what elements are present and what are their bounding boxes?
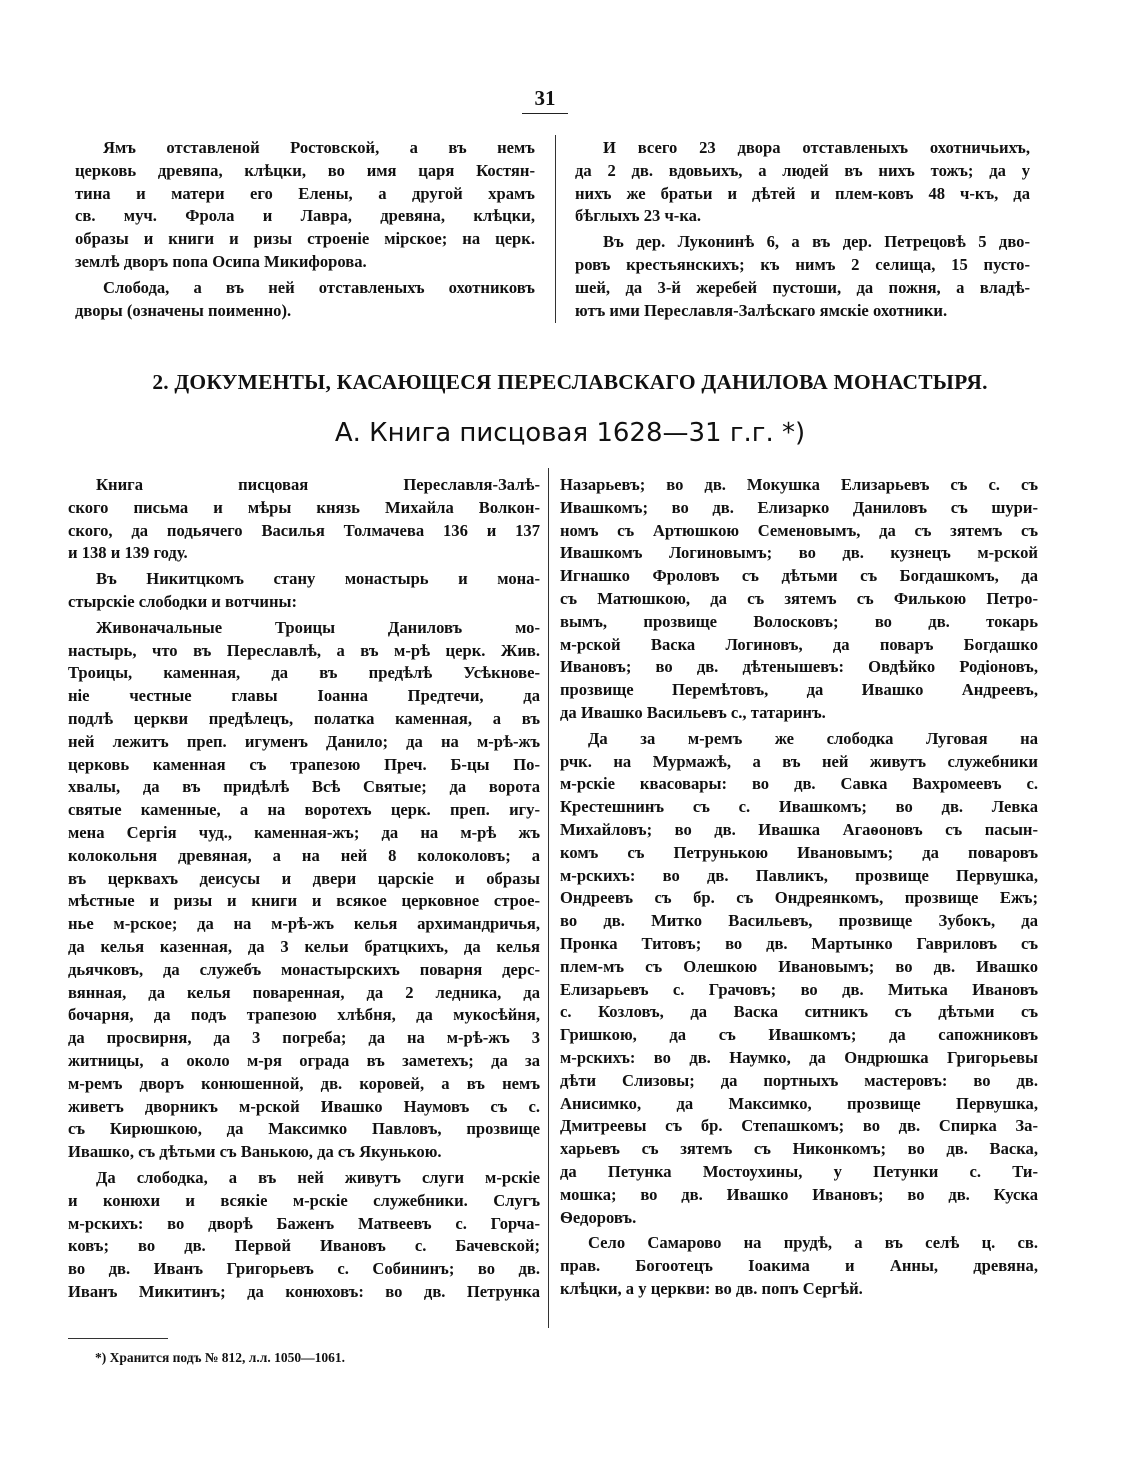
text-line: настырь, что въ Переславлѣ, а въ м-рѣ церк. Жив. bbox=[68, 640, 540, 660]
text-line: бочарня, да подъ трапезою хлѣбня, да мукосѣйня, bbox=[68, 1005, 540, 1025]
text-line: Ивановъ; во дв. дѣтенышевъ: Овдѣйко Родіоновъ, bbox=[560, 657, 1038, 677]
main-right-column bbox=[560, 474, 1038, 1304]
text-line: Анисимко, да Максимко, прозвище Первушка, bbox=[560, 1093, 1038, 1113]
paragraph bbox=[575, 137, 1030, 228]
text-line: Да за м-ремъ же слободка Луговая на bbox=[588, 728, 1038, 748]
document-subtitle: А. Книга писцовая 1628—31 г.г. *) bbox=[334, 418, 806, 448]
text-line: Ивашко, съ дѣтьми съ Ванькою, да съ Якунькою. bbox=[68, 1142, 442, 1162]
text-line: живетъ дворникъ м-рской Ивашко Наумовъ съ с. bbox=[68, 1096, 540, 1116]
text-line: клѣцки, а у церкви: во дв. попъ Сергѣй. bbox=[560, 1278, 863, 1298]
text-line: Живоначальные Троицы Даниловъ мо- bbox=[96, 617, 540, 637]
text-line: Ивашкомъ Логиновымъ; во дв. кузнецъ м-рской bbox=[560, 543, 1038, 563]
text-line: м-рскіе квасовары: во дв. Савка Вахромеевъ с. bbox=[560, 774, 1038, 794]
text-line: вымъ, прозвище Волосковъ; во дв. токарь bbox=[560, 611, 1038, 631]
text-line: ней лежитъ преп. игуменъ Данило; да на м-рѣ-жъ bbox=[68, 731, 540, 751]
text-line: колокольня древяная, а на ней 8 колоколовъ; а bbox=[68, 845, 540, 865]
text-line: м-рской Васка Логиновъ, да поваръ Богдашко bbox=[560, 634, 1038, 654]
text-line: ского, да подьячего Василья Толмачева 136 и 137 bbox=[68, 520, 540, 540]
text-line: и конюхи и всякіе м-рскіе служебники. Слугъ bbox=[68, 1190, 540, 1210]
text-line: Назарьевъ; во дв. Мокушка Елизарьевъ съ с. съ bbox=[560, 475, 1038, 494]
text-line: мена Сергія чуд., каменная-жъ; да на м-рѣ жъ bbox=[68, 822, 540, 842]
text-line: хвалы, да въ придѣлѣ Всѣ Святые; да ворота bbox=[68, 777, 540, 797]
text-line: рчк. на Мурмажѣ, а въ ней живутъ служебники bbox=[560, 751, 1038, 771]
paragraph bbox=[75, 137, 535, 274]
text-line: Книга писцовая Переславля-Залѣ- bbox=[96, 475, 540, 494]
text-line: да Ивашко Васильевъ с., татаринъ. bbox=[560, 702, 826, 722]
top-column-divider bbox=[555, 135, 556, 323]
text-line: св. муч. Фрола и Лавра, древяна, клѣцки, bbox=[75, 206, 535, 226]
text-line: прозвище Перемѣтовъ, да Ивашко Андреевъ, bbox=[560, 680, 1038, 700]
text-line: образы и книги и ризы строеніе мірское; на церк. bbox=[75, 229, 535, 249]
text-line: И всего 23 двора отставленыхъ охотничьихъ, bbox=[603, 138, 1030, 157]
text-line: церковь древяпа, клѣцки, во имя царя Костян- bbox=[75, 160, 535, 180]
text-line: вянная, да келья поваренная, да 2 ледника, да bbox=[68, 982, 540, 1002]
text-line: святые каменные, а на воротехъ церк. преп. игу- bbox=[68, 800, 540, 820]
text-line: ютъ ими Переславля-Залѣскаго ямскіе охотники. bbox=[575, 300, 948, 320]
text-line: дворы (означены поименно). bbox=[75, 300, 292, 320]
top-left-column bbox=[75, 137, 535, 325]
text-line: м-рскихъ: во дв. Павликъ, прозвище Первушка, bbox=[560, 865, 1038, 885]
text-line: Въ Никитцкомъ стану монастырь и мона- bbox=[96, 569, 540, 589]
text-line: Дмитреевы съ бр. Степашкомъ; во дв. Спирка За- bbox=[560, 1116, 1038, 1136]
paragraph bbox=[560, 474, 1038, 725]
text-line: и 138 и 139 году. bbox=[68, 543, 188, 563]
text-line: съ Кирюшкою, да Максимко Павловъ, прозвище bbox=[68, 1119, 540, 1139]
text-line: въ церквахъ деисусы и двери царскіе и образы bbox=[68, 868, 540, 888]
text-line: Ямъ отставленой Ростовской, а въ немъ bbox=[103, 138, 535, 157]
text-line: Пронка Титовъ; во дв. Мартынко Гавриловъ съ bbox=[560, 933, 1038, 953]
paragraph bbox=[68, 474, 540, 565]
text-line: с. Козловъ, да Васка ситникъ съ дѣтьми съ bbox=[560, 1002, 1038, 1022]
text-line: Слобода, а въ ней отставленыхъ охотниковъ bbox=[103, 277, 535, 297]
text-line: харьевъ съ зятемъ съ Никонкомъ; во дв. Васка, bbox=[560, 1139, 1038, 1159]
text-line: во дв. Иванъ Григорьевъ с. Собининъ; во дв. bbox=[68, 1259, 540, 1279]
text-line: во дв. Митко Васильевъ, прозвище Зубокъ, да bbox=[560, 911, 1038, 931]
section-heading: 2. ДОКУМЕНТЫ, КАСАЮЩЕСЯ ПЕРЕСЛАВСКАГО ДАНИЛОВА МОНАСТЫРЯ. bbox=[152, 370, 988, 394]
text-line: да просвирня, да 3 погреба; да на м-рѣ-жъ 3 bbox=[68, 1028, 540, 1048]
text-line: номъ съ Артюшкою Семеновымъ, да съ зятемъ съ bbox=[560, 520, 1038, 540]
main-column-divider bbox=[548, 468, 549, 1328]
text-line: Михайловъ; во дв. Ивашка Агаѳоновъ съ пасын- bbox=[560, 819, 1038, 839]
text-line: ровъ крестьянскихъ; къ нимъ 2 селища, 15 пусто- bbox=[575, 254, 1030, 274]
text-line: Троицы, каменная, да въ предѣлѣ Усѣкнове- bbox=[68, 663, 540, 683]
text-line: мѣстные и ризы и книги и всякое церковное строе- bbox=[68, 891, 540, 911]
text-line: да 2 дв. вдовьихъ, а людей въ нихъ тожъ; да у bbox=[575, 160, 1030, 180]
text-line: комъ съ Петрунькою Ивановымъ; да поваровъ bbox=[560, 842, 1038, 862]
paragraph bbox=[560, 1232, 1038, 1300]
top-right-column bbox=[575, 137, 1030, 325]
paragraph bbox=[75, 277, 535, 323]
paragraph bbox=[560, 728, 1038, 1230]
text-line: м-рскихъ: во дворѣ Баженъ Матвеевъ с. Горча- bbox=[68, 1213, 540, 1233]
paragraph bbox=[68, 568, 540, 614]
text-line: Гришкою, да съ Ивашкомъ; да сапожниковъ bbox=[560, 1025, 1038, 1045]
text-line: м-рскихъ: во дв. Наумко, да Ондрюшка Григорьевы bbox=[560, 1047, 1038, 1067]
text-line: ковъ; во дв. Первой Ивановъ с. Бачевской; bbox=[68, 1236, 540, 1256]
text-line: Крестешнинъ съ с. Ивашкомъ; во дв. Левка bbox=[560, 797, 1038, 817]
text-line: Ондреевъ съ бр. съ Ондреянкомъ, прозвище Ежъ; bbox=[560, 888, 1038, 908]
text-line: прав. Богоотецъ Іоакима и Анны, древяна, bbox=[560, 1256, 1038, 1276]
page-number-rule bbox=[522, 113, 568, 114]
text-line: мошка; во дв. Ивашко Ивановъ; во дв. Куска bbox=[560, 1184, 1038, 1204]
text-line: церковь каменная съ трапезою Преч. Б-цы По- bbox=[68, 754, 540, 774]
main-left-column bbox=[68, 474, 540, 1307]
footnote-rule bbox=[68, 1338, 168, 1339]
text-line: Да слободка, а въ ней живутъ слуги м-рскіе bbox=[96, 1167, 540, 1187]
text-line: нье м-рское; да на м-рѣ-жъ келья архимандричья, bbox=[68, 914, 540, 934]
text-line: бѣглыхъ 23 ч-ка. bbox=[575, 206, 702, 226]
paragraph bbox=[68, 1167, 540, 1304]
text-line: плем-мъ съ Олешкою Ивановымъ; во дв. Ивашко bbox=[560, 956, 1038, 976]
text-line: ского письма и мѣры князь Михайла Волкон- bbox=[68, 497, 540, 517]
text-line: Въ дер. Луконинѣ 6, а въ дер. Петрецовѣ 5 дво- bbox=[603, 232, 1030, 252]
text-line: житницы, а около м-ря ограда въ заметехъ; да за bbox=[68, 1050, 540, 1070]
paragraph bbox=[575, 231, 1030, 322]
page-number: 31 bbox=[534, 86, 556, 110]
text-line: Иванъ Микитинъ; да конюховъ: во дв. Петрунка bbox=[68, 1281, 540, 1301]
text-line: да Петунка Мостоухины, у Петунки с. Ти- bbox=[560, 1161, 1038, 1181]
text-line: Село Самарово на прудѣ, а въ селѣ ц. св. bbox=[588, 1233, 1038, 1253]
text-line: Ивашкомъ; во дв. Елизарко Даниловъ съ шури- bbox=[560, 497, 1038, 517]
text-line: нихъ же братьи и дѣтей и плем-ковъ 48 ч-къ, да bbox=[575, 183, 1030, 203]
text-line: подлѣ церкви предѣлецъ, полатка каменная, а въ bbox=[68, 708, 540, 728]
text-line: м-ремъ дворъ конюшенной, дв. коровей, а въ немъ bbox=[68, 1073, 540, 1093]
text-line: стырскіе слободки и вотчины: bbox=[68, 591, 298, 611]
text-line: да келья казенная, да 3 кельи братцкихъ, да келья bbox=[68, 936, 540, 956]
text-line: шей, да 3-й жеребей пустоши, да пожня, а владѣ- bbox=[575, 277, 1030, 297]
text-line: тина и матери его Елены, а другой храмъ bbox=[75, 183, 535, 203]
text-line: землѣ дворъ попа Осипа Микифорова. bbox=[75, 251, 367, 271]
text-line: Игнашко Фроловъ съ дѣтьми съ Богдашкомъ, да bbox=[560, 566, 1038, 586]
text-line: Елизарьевъ с. Грачовъ; во дв. Митька Ивановъ bbox=[560, 979, 1038, 999]
footnote: *) Хранится подъ № 812, л.л. 1050—1061. bbox=[95, 1350, 345, 1365]
paragraph bbox=[68, 617, 540, 1164]
text-line: дьячковъ, да служебъ монастырскихъ поварня дерс- bbox=[68, 959, 540, 979]
text-line: Ѳедоровъ. bbox=[560, 1207, 637, 1227]
text-line: дѣти Слизовы; да портныхъ мастеровъ: во дв. bbox=[560, 1070, 1038, 1090]
text-line: ніе честные главы Іоанна Предтечи, да bbox=[68, 686, 540, 706]
text-line: съ Матюшкою, да съ зятемъ съ Филькою Петро- bbox=[560, 588, 1038, 608]
